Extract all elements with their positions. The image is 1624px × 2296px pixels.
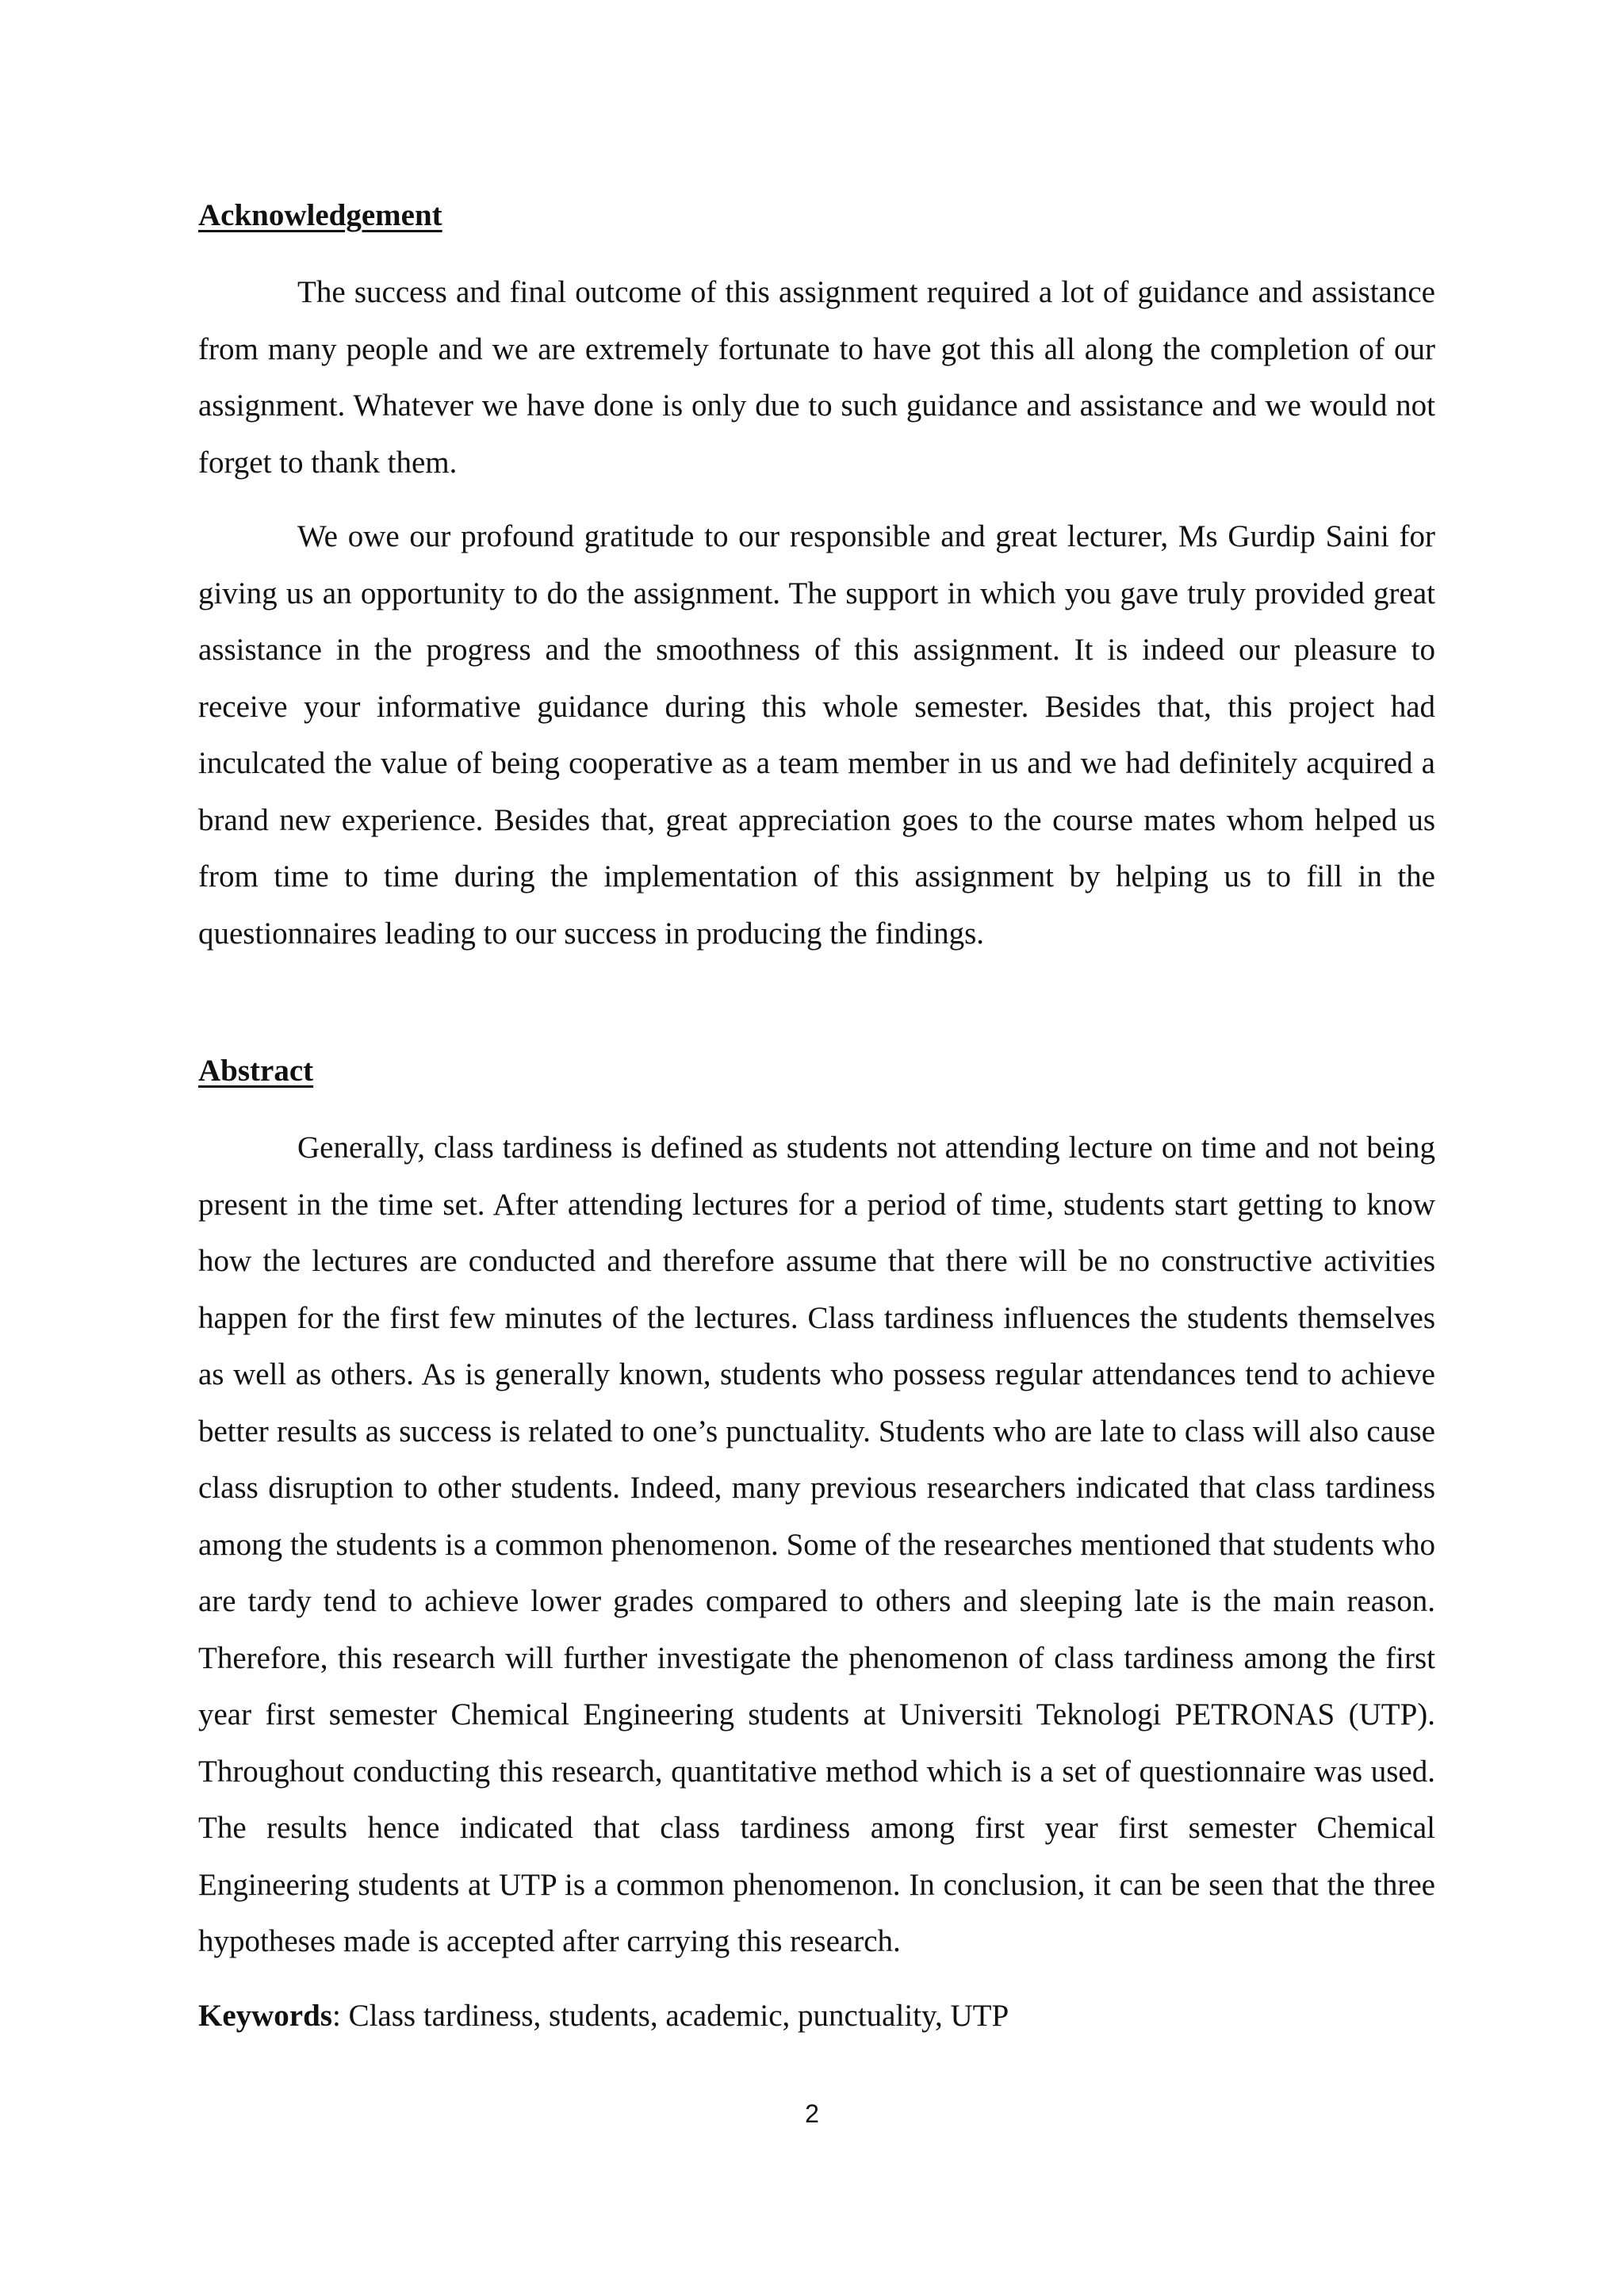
- keywords-label: Keywords: [198, 1998, 332, 2033]
- acknowledgement-heading: Acknowledgement: [198, 198, 442, 232]
- page-content: [198, 195, 1435, 2044]
- keywords-line: [198, 1988, 1435, 2045]
- abstract-paragraph: Generally, class tardiness is defined as students not attending lecture on time and not being present in the time set. After attending lectures for a period of time, students start getting to know how the lectures are conducted and therefore assume that there will be no constructive activities happen for the first few minutes of the lectures. Class tardiness influences the students themselves as well as others. As is generally known, students who possess regular attendances tend to achieve better results as success is related to one’s punctuality. Students who are late to class will also cause class disruption to other students. Indeed, many previous researchers indicated that class tardiness among the students is a common phenomenon. Some of the researches mentioned that students who are tardy tend to achieve lower grades compared to others and sleeping late is the main reason. Therefore, this research will further investigate the phenomenon of class tardiness among the first year first semester Chemical Engineering students at Universiti Teknologi PETRONAS (UTP). Throughout conducting this research, quantitative method which is a set of questionnaire was used. The results hence indicated that class tardiness among first year first semester Chemical Engineering students at UTP is a common phenomenon. In conclusion, it can be seen that the three hypotheses made is accepted after carrying this research.: [198, 1131, 1435, 1958]
- page-number: 2: [805, 2099, 819, 2128]
- abstract-heading: Abstract: [198, 1054, 314, 1088]
- acknowledgement-paragraph-1: The success and final outcome of this assignment required a lot of guidance and assistance from many people and we are extremely fortunate to have got this all along the completion of our assignment. Whatever we have done is only due to such guidance and assistance and we would not forget to thank them.: [198, 275, 1435, 480]
- keywords-text: : Class tardiness, students, academic, punctuality, UTP: [332, 1998, 1009, 2033]
- acknowledgement-paragraph-2: We owe our profound gratitude to our responsible and great lecturer, Ms Gurdip Saini for giving us an opportunity to do the assignment. The support in which you gave truly provided great assistance in the progress and the smoothness of this assignment. It is indeed our pleasure to receive your informative guidance during this whole semester. Besides that, this project had inculcated the value of being cooperative as a team member in us and we had definitely acquired a brand new experience. Besides that, great appreciation goes to the course mates whom helped us from time to time during the implementation of this assignment by helping us to fill in the questionnaires leading to our success in producing the findings.: [198, 519, 1435, 951]
